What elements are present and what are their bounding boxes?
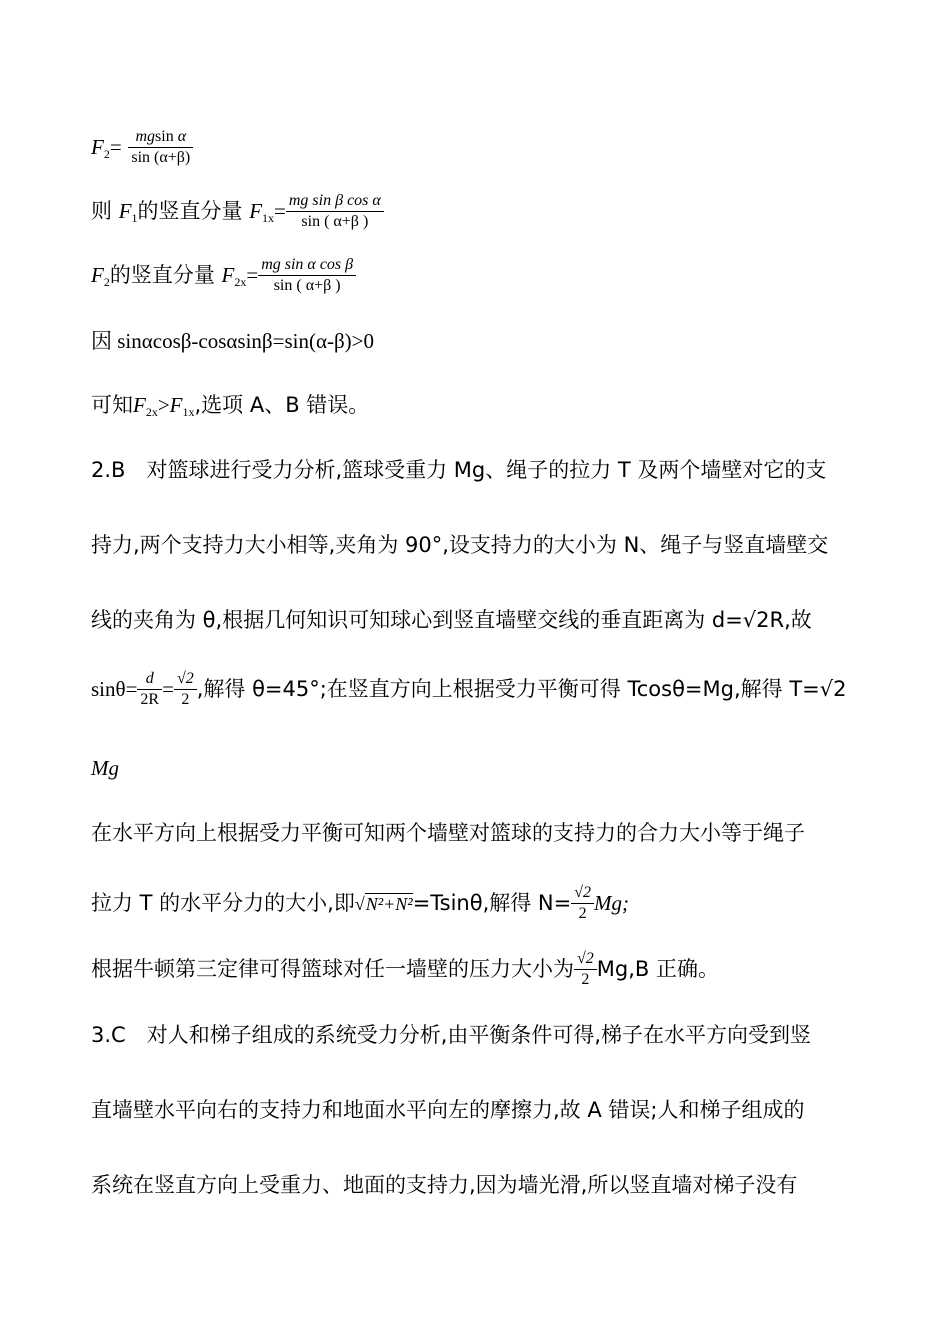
var-f: F (91, 134, 104, 159)
fraction-root2-2: $\frac{√2}{2}$ (574, 950, 597, 990)
fraction-root2-2: $\frac{√2}{2}$ (174, 670, 197, 710)
problem-2-line-8: 根据牛顿第三定律可得篮球对任一墙壁的压力大小为 $\frac{√2}{2}$ Mg,B 正确。 (91, 950, 719, 989)
problem-3-line-3: 系统在竖直方向上受重力、地面的支持力,因为墙光滑,所以竖直墙对梯子没有 (91, 1173, 798, 1197)
fraction-d-2r: $\frac{d}{2R}$ (137, 670, 162, 710)
sqrt-expression: √N²+N² (354, 893, 413, 914)
inequality-line: 因 sinαcosβ-cosαsinβ=sin(α-β)>0 (91, 329, 374, 353)
problem-2-line-6: 在水平方向上根据受力平衡可知两个墙壁对篮球的支持力的合力大小等于绳子 (91, 821, 805, 845)
problem-3-line-1: 3.C 对人和梯子组成的系统受力分析,由平衡条件可得,梯子在水平方向受到竖 (91, 1023, 812, 1047)
problem-2-line-1: 2.B 对篮球进行受力分析,篮球受重力 Mg、绳子的拉力 T 及两个墙壁对它的支 (91, 458, 827, 482)
conclusion-line: 可知$F_{2x}>F_{1x}$,选项 A、B 错误。 (91, 393, 370, 419)
fraction: $\frac{\text{mg sin β cos α}}{\sin ( \alpha+\beta )}$ (286, 192, 384, 232)
fraction-root2-2: $\frac{√2}{2}$ (571, 884, 594, 924)
problem-2-line-3: 线的夹角为 θ,根据几何知识可知球心到竖直墙壁交线的垂直距离为 d=√2R,故 (91, 608, 812, 632)
problem-2-line-7: 拉力 T 的水平分力的大小,即√N²+N²=Tsinθ,解得 N= $\frac{√2}{2}$ Mg; (91, 884, 630, 923)
problem-2-line-5: Mg (91, 756, 119, 780)
problem-3-line-2: 直墙壁水平向右的支持力和地面水平向左的摩擦力,故 A 错误;人和梯子组成的 (91, 1098, 805, 1122)
equation-f1x: 则 $F_1$的竖直分量 $F_{1x}=$ $\frac{\text{mg sin β cos α}}{\sin ( \alpha+\beta )}$ (91, 192, 384, 232)
problem-2-line-4: sinθ= $\frac{d}{2R}$ = $\frac{√2}{2}$ ,解得 θ=45°;在竖直方向上根据受力平衡可得 Tcosθ=Mg,解得 T=√2 (91, 670, 847, 709)
fraction: $\frac{\text{mg sin α cos β}}{\sin ( \alpha+\beta )}$ (258, 256, 356, 296)
equation-f2: $F_2=$ $\frac{\text{mgsin α}}{\sin (\alpha+\beta)}$ (91, 128, 193, 168)
equation-f2x: $F_2$的竖直分量 $F_{2x}=$ $\frac{\text{mg sin α cos β}}{\sin ( \alpha+\beta )}$ (91, 256, 356, 296)
fraction: $\frac{\text{mgsin α}}{\sin (\alpha+\beta)}$ (128, 128, 193, 168)
problem-2-line-2: 持力,两个支持力大小相等,夹角为 90°,设支持力的大小为 N、绳子与竖直墙壁交 (91, 533, 829, 557)
